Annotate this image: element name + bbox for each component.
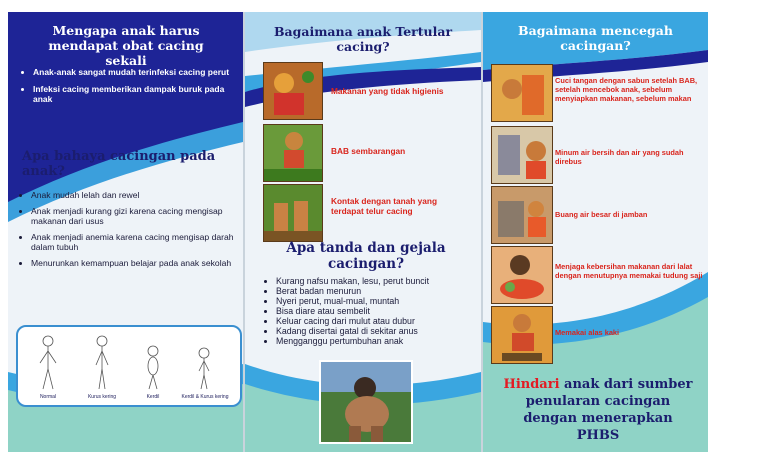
cause-label: Makanan yang tidak higienis (331, 86, 444, 96)
sign-item: • Bisa diare atau sembelit (276, 306, 481, 316)
danger-item: • Anak mudah lelah dan rewel (31, 190, 236, 200)
prevention-step: Menjaga kebersihan makanan dari lalat dengan menutupnya memakai tudung saji (555, 262, 703, 280)
figure-caption: Kurus kering (87, 394, 117, 400)
brochure (8, 12, 708, 452)
reasons-list (24, 67, 238, 111)
growth-figures-box (16, 325, 242, 407)
reason-item: • Anak-anak sangat mudah terinfeksi cacing perut (33, 67, 238, 77)
dangers-list (22, 190, 236, 274)
prevention-step: Cuci tangan dengan sabun setelah BAB, setelah mencebok anak, sebelum menyiapkan makanan, sebelum makan (555, 76, 698, 103)
food-cover-illustration (491, 246, 553, 304)
prevention-step: Buang air besar di jamban (555, 210, 648, 219)
child-belly-photo (319, 360, 413, 444)
panel-why-deworm (8, 12, 243, 452)
sign-item: • Nyeri perut, mual-mual, muntah (276, 296, 481, 306)
figure-caption: Kerdil & Kurus kering (181, 394, 229, 400)
sign-item: • Keluar cacing dari mulut atau dubur (276, 316, 481, 326)
footer-highlight: Hindari (503, 377, 560, 392)
prevention-step: Minum air bersih dan air yang sudah direbus (555, 148, 684, 166)
panel3-heading: Bagaimana mencegah cacingan? (518, 23, 673, 53)
signs-list (267, 276, 481, 346)
sign-item: • Mengganggu pertumbuhan anak (276, 336, 481, 346)
danger-item: • Anak menjadi anemia karena cacing mengisap darah dalam tubuh (31, 232, 236, 252)
soil-contact-illustration (263, 184, 323, 242)
handwashing-illustration (491, 64, 553, 122)
prevention-step: Memakai alas kaki (555, 328, 620, 337)
footwear-illustration (491, 306, 553, 364)
reason-item: • Infeksi cacing memberikan dampak buruk pada anak (33, 84, 238, 104)
danger-item: • Anak menjadi kurang gizi karena cacing mengisap makanan dari usus (31, 206, 236, 226)
open-defecation-illustration (263, 124, 323, 182)
figure-caption: Kerdil (146, 394, 160, 400)
footer-message (503, 376, 693, 444)
danger-item: • Menurunkan kemampuan belajar pada anak sekolah (31, 258, 236, 268)
cause-label: Kontak dengan tanah yang terdapat telur cacing (331, 196, 438, 216)
sign-item: • Kurang nafsu makan, lesu, perut buncit (276, 276, 481, 286)
drinking-water-illustration (491, 126, 553, 184)
sign-item: • Kadang disertai gatal di sekitar anus (276, 326, 481, 336)
signs-heading: Apa tanda dan gejala cacingan? (286, 240, 446, 272)
panel2-heading: Bagaimana anak Tertular cacing? (273, 24, 453, 54)
panel-prevention (483, 12, 708, 452)
latrine-illustration (491, 186, 553, 244)
unhygienic-food-illustration (263, 62, 323, 120)
panel1-heading: Mengapa anak harus mendapat obat cacing sekali (48, 23, 204, 68)
cause-label: BAB sembarangan (331, 146, 406, 156)
panel-transmission (245, 12, 481, 452)
sign-item: • Berat badan menurun (276, 286, 481, 296)
figure-caption: Normal (39, 394, 57, 400)
footer-text: anak dari sumber penularan cacingan dengan menerapkan PHBS (523, 377, 693, 443)
danger-heading: Apa bahaya cacingan pada anak? (22, 149, 216, 179)
